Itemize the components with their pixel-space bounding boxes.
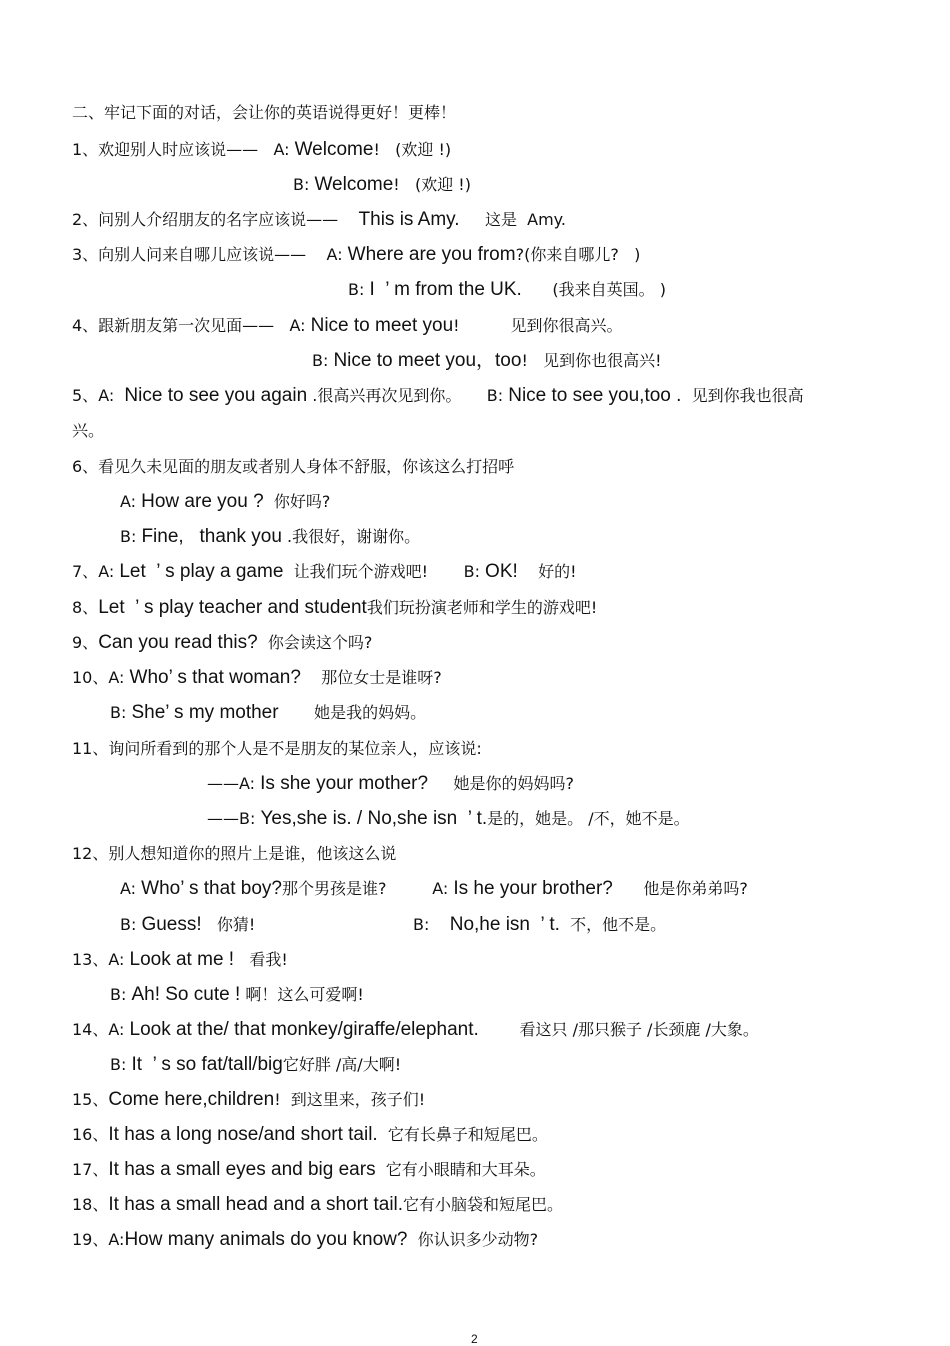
dialogue-line xyxy=(72,738,482,760)
chinese-text: 7、 xyxy=(72,562,99,581)
section-heading: 二、牢记下面的对话，会让你的英语说得更好！更棒！ xyxy=(72,103,457,122)
english-text: Nice to meet you xyxy=(310,315,454,336)
english-text: Guess! xyxy=(141,914,202,935)
chinese-text: A: xyxy=(289,316,311,335)
chinese-text: 那位女士是谁呀? xyxy=(300,668,442,687)
chinese-text: 它有小眼睛和大耳朵。 xyxy=(375,1160,546,1179)
chinese-text: ! 到这里来，孩子们! xyxy=(274,1090,426,1109)
english-text: Look at the/ that monkey/giraffe/elephant. xyxy=(129,1019,479,1040)
dialogue-line xyxy=(72,561,577,583)
chinese-text: A: xyxy=(108,1230,125,1249)
chinese-text: 它好胖 /高/大啊! xyxy=(282,1055,402,1074)
english-text: Fine, thank you xyxy=(141,526,282,547)
chinese-text: B: xyxy=(110,703,132,722)
chinese-text: 她是你的妈妈吗? xyxy=(428,774,574,793)
chinese-text: A: xyxy=(273,140,295,159)
dialogue-line xyxy=(110,984,364,1006)
chinese-text: ! 见到你也很高兴! xyxy=(521,351,662,370)
english-text: Welcome xyxy=(294,139,374,160)
chinese-text: A: xyxy=(326,245,348,264)
chinese-text: A: xyxy=(120,879,142,898)
chinese-text: 见到你我也很高 xyxy=(681,386,804,405)
chinese-text: 是的，她是。 /不，她不是。 xyxy=(487,809,690,828)
dialogue-line xyxy=(72,209,566,231)
english-text: She’ s my mother xyxy=(131,702,279,723)
chinese-text: 10、 xyxy=(72,668,109,687)
chinese-text: (我来自英国。 ) xyxy=(521,280,666,299)
chinese-text: —— xyxy=(207,774,239,793)
dialogue-line xyxy=(72,1019,759,1041)
english-text: It has a small eyes and big ears xyxy=(108,1159,376,1180)
chinese-text: B: xyxy=(312,351,334,370)
dialogue-line xyxy=(72,139,451,161)
chinese-text: ! (欢迎 !) xyxy=(393,175,471,194)
dialogue-line xyxy=(120,878,748,900)
english-text: Yes,she is. / No,she isn ’ t. xyxy=(260,808,488,829)
chinese-text: 13、 xyxy=(72,950,109,969)
english-text: Is she your mother? xyxy=(260,773,429,794)
chinese-text: 你猜! xyxy=(201,915,413,934)
chinese-text: 你认识多少动物? xyxy=(407,1230,539,1249)
chinese-text: 16、 xyxy=(72,1125,109,1144)
english-text: Ah! So cute ! xyxy=(131,984,241,1005)
chinese-text: 19、 xyxy=(72,1230,109,1249)
chinese-text: 你会读这个吗? xyxy=(257,633,373,652)
dialogue-line xyxy=(72,1124,548,1146)
chinese-text: 5、 xyxy=(72,386,99,405)
chinese-text: B: xyxy=(293,175,315,194)
chinese-text: .很高兴再次见到你。 xyxy=(307,386,487,405)
dialogue-line xyxy=(72,315,622,337)
chinese-text: 3、向别人问来自哪儿应该说—— xyxy=(72,245,327,264)
chinese-text: —— xyxy=(207,809,239,828)
chinese-text: 看我! xyxy=(234,950,288,969)
chinese-text: 不，他不是。 xyxy=(559,915,667,934)
chinese-text: ?(你来自哪儿? ) xyxy=(515,245,641,264)
chinese-text: 我们玩扮演老师和学生的游戏吧! xyxy=(366,598,598,617)
english-text: It has a long nose/and short tail. xyxy=(108,1124,378,1145)
chinese-text: 6、看见久未见面的朋友或者别人身体不舒服，你该这么打招呼 xyxy=(72,457,515,476)
chinese-text: 2、问别人介绍朋友的名字应该说—— xyxy=(72,210,359,229)
english-text: Is he your brother? xyxy=(453,878,613,899)
dialogue-line xyxy=(120,526,420,548)
dialogue-line xyxy=(120,914,666,936)
chinese-text: 那个男孩是谁? xyxy=(281,879,433,898)
chinese-text: B: xyxy=(486,386,509,405)
english-text: Who’ s that boy? xyxy=(141,878,282,899)
chinese-text: A: xyxy=(108,950,130,969)
dialogue-line xyxy=(72,1229,538,1251)
english-text: Can you read this? xyxy=(98,632,258,653)
english-text: Come here,children xyxy=(108,1089,275,1110)
page-number: 2 xyxy=(471,1332,478,1346)
chinese-text: B: xyxy=(110,1055,132,1074)
english-text: How many animals do you know? xyxy=(124,1229,408,1250)
chinese-text: 啊！这么可爱啊! xyxy=(240,985,364,1004)
dialogue-line xyxy=(72,420,104,442)
english-text: How are you ? xyxy=(141,491,264,512)
dialogue-line xyxy=(110,702,426,724)
english-text: Where are you from xyxy=(347,244,516,265)
chinese-text: 14、 xyxy=(72,1020,109,1039)
chinese-text: 18、 xyxy=(72,1195,109,1214)
chinese-text: B: xyxy=(463,562,486,581)
dialogue-line xyxy=(72,597,597,619)
chinese-text: 11、询问所看到的那个人是不是朋友的某位亲人，应该说: xyxy=(72,739,482,758)
chinese-text: B: xyxy=(120,527,142,546)
chinese-text: 看这只 /那只猴子 /长颈鹿 /大象。 xyxy=(478,1020,759,1039)
english-text: Let ’ s play teacher and student xyxy=(98,597,367,618)
chinese-text: 8、 xyxy=(72,598,99,617)
chinese-text: ! 见到你很高兴。 xyxy=(453,316,623,335)
dialogue-line xyxy=(72,1089,425,1111)
chinese-text: A: xyxy=(432,879,454,898)
chinese-text: 这是 Amy. xyxy=(459,210,566,229)
english-text: It ’ s so fat/tall/big xyxy=(131,1054,283,1075)
dialogue-line xyxy=(120,491,330,513)
chinese-text: 1、欢迎别人时应该说—— xyxy=(72,140,274,159)
dialogue-line xyxy=(72,1194,563,1216)
chinese-text: B: xyxy=(110,985,132,1004)
dialogue-line xyxy=(293,174,471,196)
dialogue-line xyxy=(207,773,574,795)
dialogue-line xyxy=(312,350,662,372)
chinese-text: 15、 xyxy=(72,1090,109,1109)
dialogue-line xyxy=(72,385,804,407)
english-text: Nice to see you again xyxy=(124,385,308,406)
english-text: OK! xyxy=(485,561,518,582)
dialogue-line xyxy=(72,244,640,266)
dialogue-line xyxy=(72,949,288,971)
chinese-text: 让我们玩个游戏吧! xyxy=(283,562,464,581)
chinese-text: A: xyxy=(108,668,130,687)
english-text: No,he isn ’ t. xyxy=(449,914,560,935)
chinese-text: 她是我的妈妈。 xyxy=(278,703,427,722)
chinese-text: B: xyxy=(413,915,450,934)
english-text: Nice to see you,too . xyxy=(508,385,682,406)
chinese-text: 兴。 xyxy=(72,421,105,440)
chinese-text: A: xyxy=(108,1020,130,1039)
english-text: This is Amy. xyxy=(358,209,460,230)
chinese-text: A: xyxy=(120,492,142,511)
chinese-text: 17、 xyxy=(72,1160,109,1179)
english-text: I ’ m from the UK. xyxy=(369,279,522,300)
chinese-text: B: xyxy=(239,809,261,828)
dialogue-line xyxy=(72,843,396,865)
dialogue-line xyxy=(72,456,514,478)
chinese-text: 4、跟新朋友第一次见面—— xyxy=(72,316,290,335)
chinese-text: .我很好，谢谢你。 xyxy=(281,527,421,546)
chinese-text: 好的! xyxy=(517,562,577,581)
english-text: Look at me ! xyxy=(129,949,235,970)
chinese-text: B: xyxy=(348,280,370,299)
chinese-text: 他是你弟弟吗? xyxy=(612,879,748,898)
english-text: Welcome xyxy=(314,174,394,195)
english-text: Let ’ s play a game xyxy=(119,561,284,582)
chinese-text: A: xyxy=(98,386,125,405)
dialogue-line xyxy=(348,279,666,301)
chinese-text: B: xyxy=(120,915,142,934)
dialogue-line xyxy=(72,632,372,654)
dialogue-line xyxy=(207,808,690,830)
chinese-text: A: xyxy=(98,562,120,581)
dialogue-line xyxy=(110,1054,401,1076)
chinese-text: 你好吗? xyxy=(263,492,331,511)
chinese-text: 9、 xyxy=(72,633,99,652)
chinese-text: ! (欢迎 !) xyxy=(373,140,452,159)
chinese-text: 它有长鼻子和短尾巴。 xyxy=(377,1125,548,1144)
chinese-text: 它有小脑袋和短尾巴。 xyxy=(403,1195,564,1214)
chinese-text: 12、别人想知道你的照片上是谁，他该这么说 xyxy=(72,844,397,863)
dialogue-line xyxy=(72,1159,546,1181)
english-text: Who’ s that woman? xyxy=(129,667,301,688)
chinese-text: A: xyxy=(239,774,261,793)
english-text: Nice to meet you，too xyxy=(333,350,522,371)
dialogue-line xyxy=(72,667,442,689)
english-text: It has a small head and a short tail. xyxy=(108,1194,404,1215)
